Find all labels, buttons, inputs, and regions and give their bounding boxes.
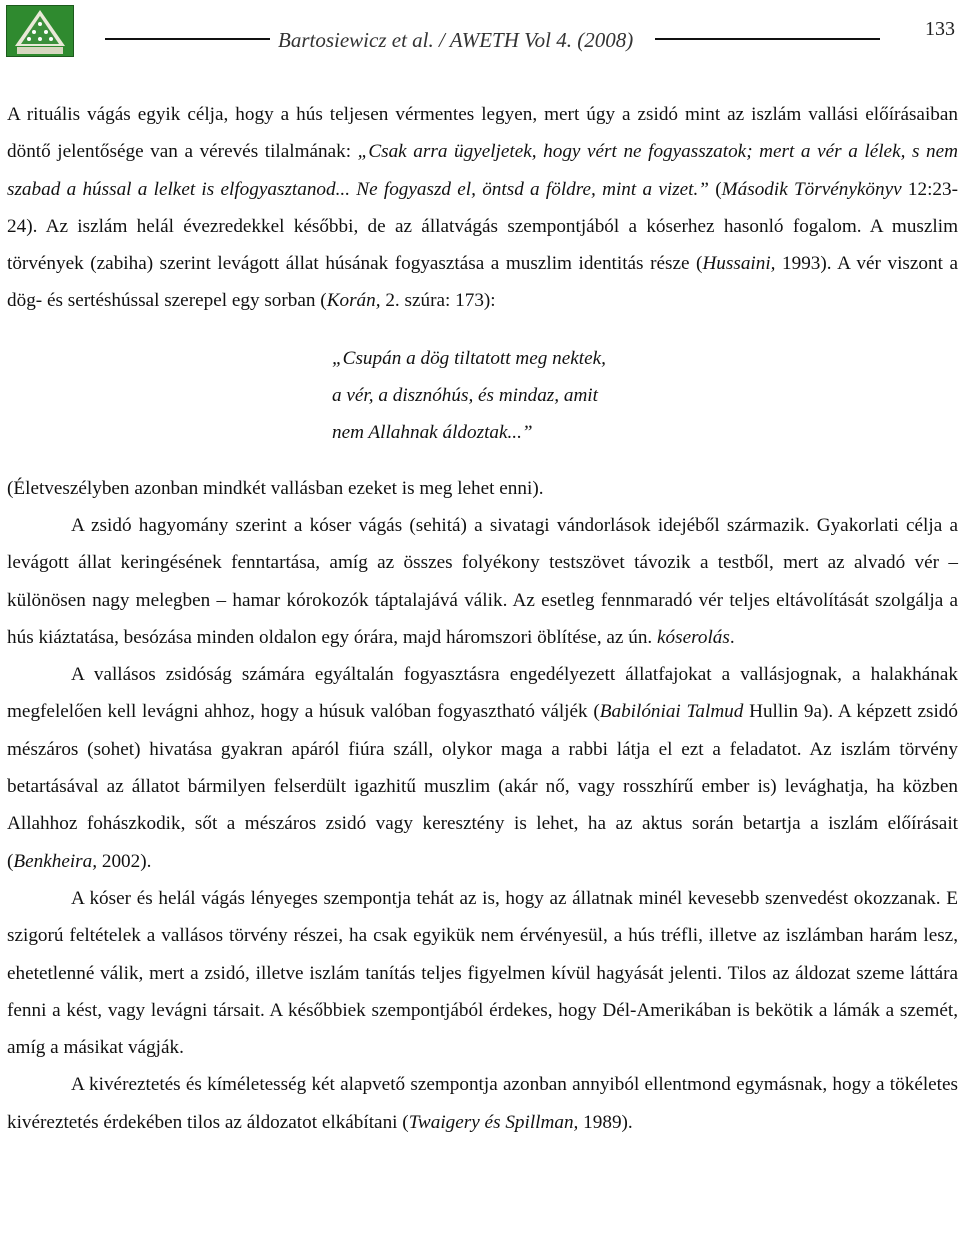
- logo-pyramid-icon: [7, 6, 73, 56]
- p1-text-e: 12:23-24). Az iszlám helál évezredekkel későbbi, de az állatvágás szempontjából a kóserhez hasonló fogalom. A muszlim törvények (zabiha) szerint levágott állat húsának fogyasztása a muszlim identitás része (: [7, 178, 958, 275]
- p1-text-a: A rituális vágás egyik célja, hogy a hús teljesen vérmentes legyen, mert úgy a zsidó mint az iszlám vallási előírásaiban döntő jelentősége van a vérevés tilalmának:: [7, 104, 958, 163]
- p1-quote-italic: „Csak arra ügyeljetek, hogy vért ne fogyasszatok; mert a vér a lélek, s nem szabad a hússal a lelket is elfogyasztanod... Ne fogyaszd el, öntsd a földre, mint a vizet.”: [7, 141, 958, 200]
- p4-text-a: A vallásos zsidóság számára egyáltalán fogyasztásra engedélyezett állatfajokat a vallásjognak, a halakhának megfelelően kell levágni ahhoz, hogy a húsuk valóban fogyasztható váljék (: [7, 664, 958, 723]
- page-number: 133: [925, 18, 955, 40]
- p6-text-a: A kivéreztetés és kíméletesség két alapvető szempontja azonban annyiból ellentmond egymásnak, hogy a tökéletes kivéreztetés érdekében tilos az áldozatot elkábítani (: [7, 1074, 958, 1133]
- paragraph-3: [7, 507, 958, 656]
- p3-text-a: A zsidó hagyomány szerint a kóser vágás (sehitá) a sivatagi vándorlások idejéből származik. Gyakorlati célja a levágott állat keringésének fenntartása, amíg az összes folyékony testszövet távozik a testből, mert az alvadó vér – különösen nagy melegben – hamar kórokozók táptalajává válik. Az esetleg fennmaradó vér teljes eltávolítását szolgálja a hús kiáztatása, besózása minden oldalon egy órára, majd háromszori öblítése, az ún.: [7, 514, 958, 648]
- p4-text-c: Hullin 9a). A képzett zsidó mészáros (sohet) hivatása gyakran apáról fiúra száll, olykor maga a rabbi látja el ezt a feladatot. Az iszlám törvény betartásával az állatot bármilyen felserdült igazhitű muszlim (akár nő, vagy rosszhírű ember is) levághatja, ha közben Allahhoz fohászkodik, sőt a mészáros zsidó vagy keresztény is lehet, ha az aktus során betartja a iszlám előírásait (: [7, 701, 958, 872]
- p1-citation-hussaini: Hussaini,: [702, 253, 776, 275]
- p4-citation-benkheira: Benkheira,: [13, 850, 98, 872]
- paragraph-2: (Életveszélyben azonban mindkét vallásban ezeket is meg lehet enni).: [7, 477, 544, 499]
- block-quote: [332, 340, 958, 452]
- article-body: [7, 96, 958, 1141]
- paragraph-4: [7, 656, 958, 880]
- p1-source-italic: Második Törvénykönyv: [721, 178, 902, 200]
- header-rule-left: [105, 38, 270, 40]
- p4-citation-talmud: Babilóniai Talmud: [599, 701, 744, 723]
- paragraph-5: A kóser és helál vágás lényeges szempontja tehát az is, hogy az állatnak minél kevesebb szenvedést okozzanak. E szigorú feltételek a vallásos törvény részei, ha csak egyikük nem érvényesül, a hús tréfli, illetve az iszlámban harám lesz, ehetetlenné válik, mert a zsidó, illetve iszlám tanítás teljes figyelmen kívül hagyását jelenti. Tilos az áldozat szeme láttára fenni a kést, vagy levágni társait. A későbbiek szempontjából érdekes, hogy Dél-Amerikában is bekötik a lámák a szemét, amíg a másikat vágják.: [7, 887, 958, 1059]
- paragraph-1: [7, 96, 958, 320]
- quote-line-2: a vér, a disznóhús, és mindaz, amit: [332, 385, 598, 407]
- p1-text-i: 2. szúra: 173):: [380, 290, 496, 312]
- p4-text-e: 2002).: [97, 850, 152, 872]
- quote-line-1: „Csupán a dög tiltatott meg nektek,: [332, 347, 606, 369]
- p6-text-c: 1989).: [578, 1111, 633, 1133]
- p6-citation-twaigery: Twaigery és Spillman,: [408, 1111, 579, 1133]
- paragraph-6: [7, 1066, 958, 1141]
- p3-term-italic: kóserolás: [657, 626, 730, 648]
- journal-logo: [6, 5, 74, 57]
- p3-text-c: .: [729, 626, 735, 648]
- quote-line-3: nem Allahnak áldoztak...”: [332, 422, 533, 444]
- running-title: Bartosiewicz et al. / AWETH Vol 4. (2008): [278, 28, 634, 52]
- p1-citation-koran: Korán,: [326, 290, 381, 312]
- header-rule-right: [655, 38, 880, 40]
- p1-text-c: (: [708, 178, 722, 200]
- p1-text-g: 1993). A vér viszont a dög- és sertéshússal szerepel egy sorban (: [7, 253, 958, 312]
